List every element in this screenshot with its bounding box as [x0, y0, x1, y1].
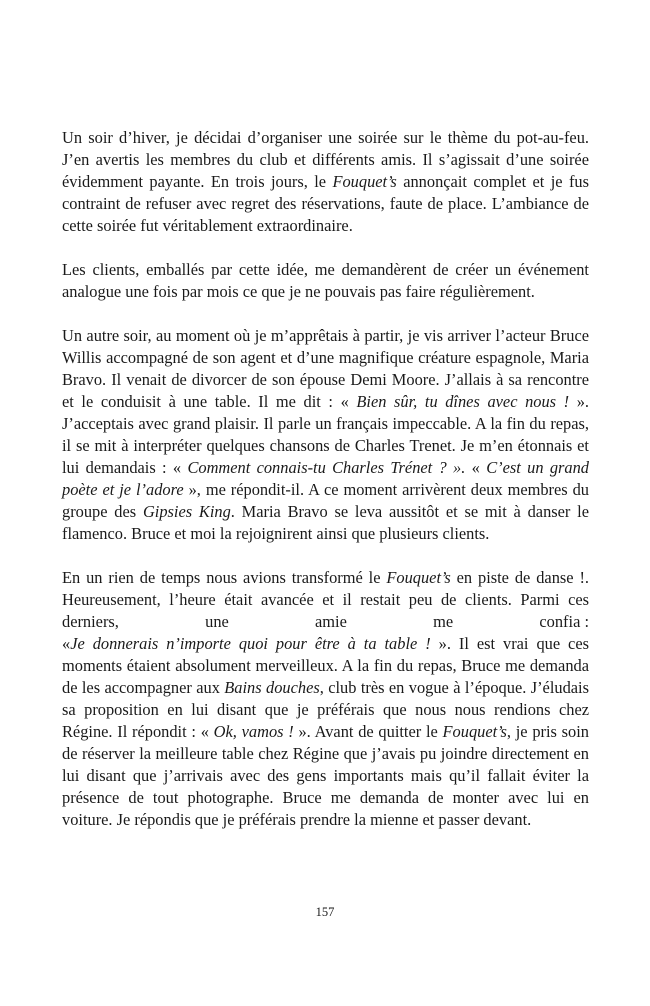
italic-run: C’est un grand poète et je l’adore [62, 458, 589, 499]
italic-run: Bains douches [224, 678, 320, 697]
word: une [205, 612, 229, 631]
text-run: annonçait complet et je fus contraint de refuser avec regret des réservations, faute de place. L’ambiance de cette soirée fut véritablement extraordinaire. [62, 172, 589, 235]
italic-run: Fouquet’s [442, 722, 507, 741]
word: confia : [539, 612, 589, 631]
italic-run: Fouquet’s [332, 172, 397, 191]
paragraph-4-head [62, 567, 589, 611]
text-run: . Maria Bravo se leva aussitôt et se mit à danser le flamenco. Bruce et moi la rejoignirent ainsi que plusieurs clients. [62, 502, 590, 543]
paragraph-1 [62, 127, 589, 237]
paragraph-4-tail [62, 633, 589, 831]
text-run: « [62, 634, 71, 653]
text-run: En un rien de temps nous avions transformé le [62, 568, 387, 587]
text-run: Les clients, emballés par cette idée, me demandèrent de créer un événement analogue une fois par mois ce que je ne pouvais pas faire régulièrement. [62, 260, 589, 301]
word: amie [315, 612, 347, 631]
page-number: 157 [315, 905, 335, 919]
text-run: ». Il est vrai que ces moments étaient absolument merveilleux. A la fin du repas, Bruce me demanda de les accompagner aux [62, 634, 589, 697]
italic-run: Ok, vamos ! [213, 722, 294, 741]
text-run: ». Avant de quitter le [293, 722, 443, 741]
italic-run: Fouquet’s [386, 568, 451, 587]
paragraph-3 [62, 325, 589, 545]
text-run: », me répondit-il. A ce moment arrivèrent deux membres du groupe des [62, 480, 590, 521]
text-run: Un soir d’hiver, je décidai d’organiser une soirée sur le thème du pot-au-feu. J’en avertis les membres du club et différents amis. Il s’agissait d’une soirée évidemment payante. En trois jours, le [62, 128, 589, 191]
text-run: ». J’acceptais avec grand plaisir. Il parle un français impeccable. A la fin du repas, il se mit à interpréter quelques chansons de Charles Trenet. Je m’en étonnais et lui demandais : « [62, 392, 590, 477]
text-run: en piste de danse !. Heureusement, l’heure était avancée et il restait peu de clients. Parmi ces [62, 568, 589, 609]
page-body [62, 127, 589, 853]
text-run: , je pris soin de réserver la meilleure table chez Régine que j’avais pu joindre directement en lui disant que j’arrivais avec des gens importants mais qu’il fallait éviter la présence de tout photographe. Bruce me demanda de monter avec lui en voiture. Je répondis que je préférais prendre la mienne et passer devant. [62, 722, 589, 829]
italic-run: Comment connais-tu Charles Trénet ? ». [187, 458, 466, 477]
word: me [433, 612, 454, 631]
word: derniers, [62, 612, 119, 631]
text-run: , club très en vogue à l’époque. J’éludais sa proposition en lui disant que je préférais que nous nous rendions chez Régine. Il répondit : « [62, 678, 589, 741]
paragraph-4 [62, 567, 589, 831]
italic-run: Bien sûr, tu dînes avec nous ! [356, 392, 570, 411]
italic-run: Je donnerais n’importe quoi pour être à ta table ! [70, 634, 431, 653]
italic-run: Gipsies King [142, 502, 231, 521]
paragraph-2 [62, 259, 589, 303]
text-run: Un autre soir, au moment où je m’apprêtais à partir, je vis arriver l’acteur Bruce Willis accompagné de son agent et d’une magnifique créature espagnole, Maria Bravo. Il venait de divorcer de son épouse Demi Moore. J’allais à sa rencontre et le conduisit à une table. Il me dit : « [62, 326, 589, 411]
spread-line [62, 611, 589, 633]
text-run: « [465, 458, 487, 477]
